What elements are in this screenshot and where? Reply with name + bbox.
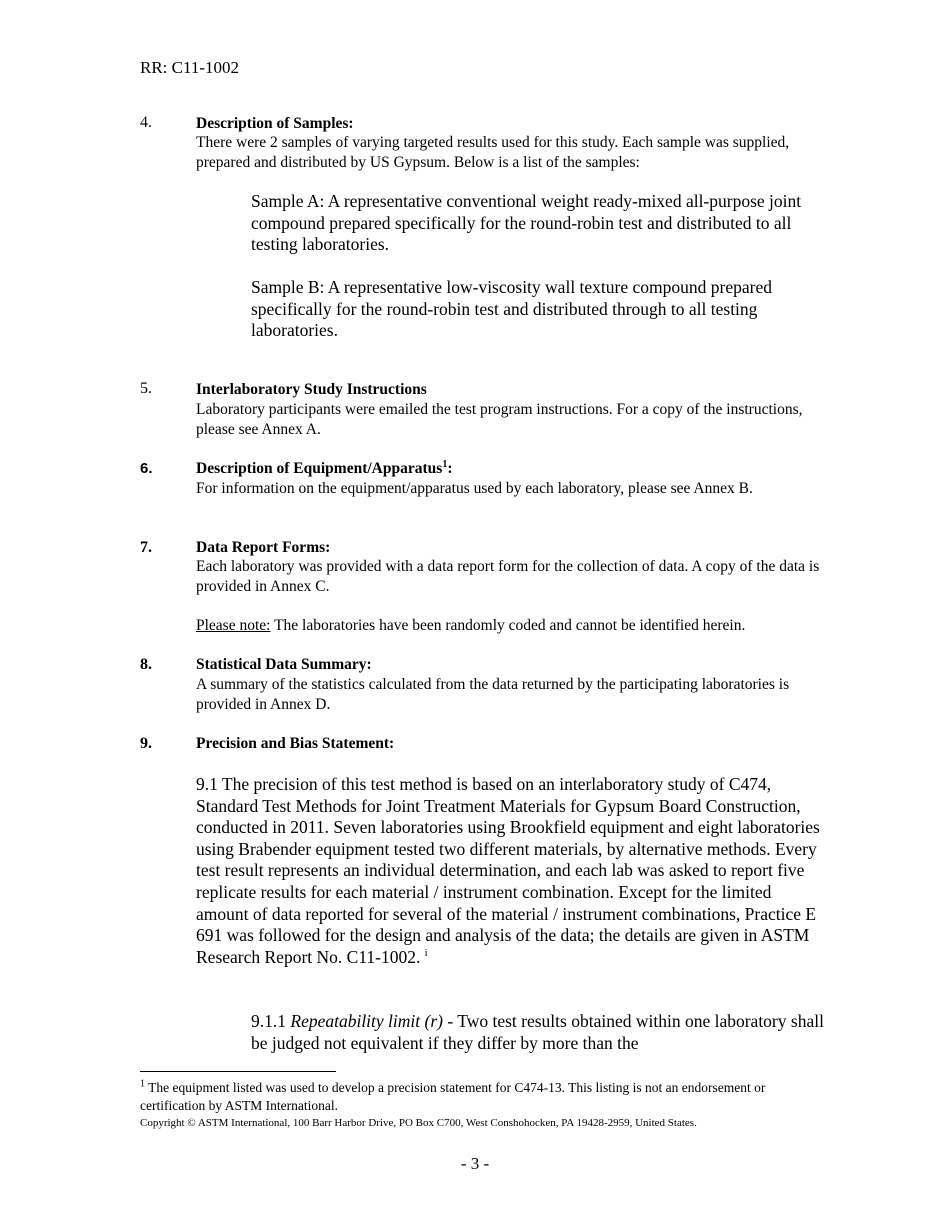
sample-a-description: Sample A: A representative conventional weight ready-mixed all-purpose joint compound prepared specifically for the round-robin test and distributed to all testing laboratories. — [251, 191, 802, 254]
sample-b-description: Sample B: A representative low-viscosity wall texture compound prepared specifically for the round-robin test and distributed through to all testing laboratories. — [251, 277, 772, 340]
repeatability-term: Repeatability limit (r) — [290, 1011, 443, 1031]
section-9-heading: Precision and Bias Statement: — [196, 735, 395, 752]
footnote-1: $^1$ The equipment listed was used to develop a precision statement for C474-13. This listing is not an endorsement or certification by ASTM International. — [140, 1078, 766, 1113]
section-7-heading: Data Report Forms: — [196, 539, 331, 556]
footnote-1-reference[interactable]: 1 — [442, 458, 448, 470]
endnote-i-reference[interactable]: i — [424, 947, 428, 959]
section-7-text: Each laboratory was provided with a data report form for the collection of data. A copy of the data is provided in Annex C. — [196, 558, 820, 595]
note-label: Please note: — [196, 617, 271, 634]
section-5-number: 5. — [140, 380, 152, 397]
section-7-note: Please note: The laboratories have been randomly coded and cannot be identified herein. — [196, 617, 746, 634]
section-6-text: For information on the equipment/apparatus used by each laboratory, please see Annex B. — [196, 480, 753, 497]
section-4-number: 4. — [140, 114, 152, 131]
page-number: - 3 - — [460, 1154, 490, 1173]
section-5-text: Laboratory participants were emailed the test program instructions. For a copy of the instructions, please see Annex A. — [196, 401, 803, 438]
section-7-number: 7. — [140, 539, 152, 556]
section-4-heading: Description of Samples: — [196, 115, 354, 132]
footnote-separator — [140, 1071, 336, 1072]
section-9-number: 9. — [140, 735, 152, 752]
section-4-text: There were 2 samples of varying targeted results used for this study. Each sample was supplied, prepared and distributed by US Gypsum. Below is a list of the samples: — [196, 134, 790, 171]
section-8-number: 8. — [140, 656, 152, 673]
precision-paragraph-9-1: 9.1 The precision of this test method is based on an interlaboratory study of C474, Standard Test Methods for Joint Treatment Materials for Gypsum Board Construction, conducted in 2011. Seven laboratories using Brookfield equipment and eight laboratories using Brabender equipment tested two different materials, by alternative methods. Every test result represents an individual determination, and each lab was asked to report five replicate results for each material / instrument combination. Except for the limited amount of data reported for several of the material / instrument combinations, Practice E 691 was followed for the design and analysis of the data; the details are given in ASTM Research Report No. C11-1002. $^i$ — [196, 774, 820, 967]
section-6-number: 6. — [140, 460, 153, 477]
section-5-heading: Interlaboratory Study Instructions — [196, 381, 427, 398]
section-6-heading: Description of Equipment/Apparatus$^1$: — [196, 458, 453, 477]
section-8-heading: Statistical Data Summary: — [196, 656, 372, 673]
repeatability-paragraph-9-1-1: 9.1.1 Repeatability limit (r) - Two test results obtained within one laboratory shall be judged not equivalent if they differ by more than the — [251, 1011, 824, 1053]
report-id-header: RR: C11-1002 — [140, 58, 240, 77]
copyright-notice: Copyright © ASTM International, 100 Barr Harbor Drive, PO Box C700, West Conshohocken, PA 19428-2959, United States. — [140, 1117, 697, 1129]
section-8-text: A summary of the statistics calculated from the data returned by the participating laboratories is provided in Annex D. — [196, 676, 790, 713]
